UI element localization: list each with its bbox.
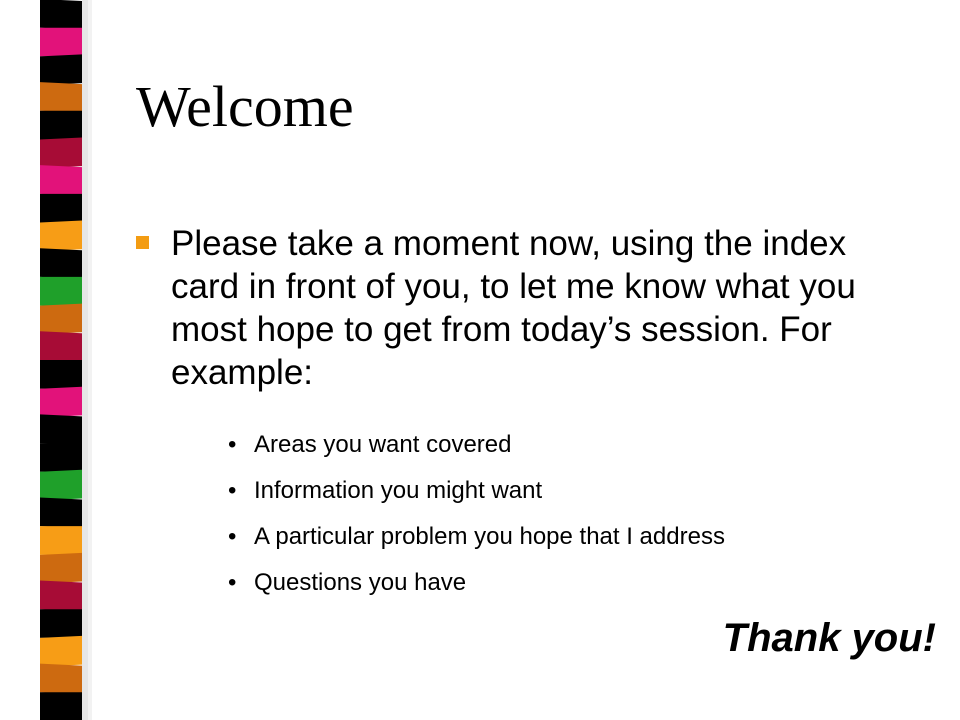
sidebar-stripe <box>40 194 82 223</box>
sidebar-stripe <box>40 111 82 140</box>
striped-sidebar-decoration <box>0 0 108 720</box>
sidebar-stripe <box>40 28 82 57</box>
sidebar-stripe <box>40 636 82 667</box>
sidebar-stripe <box>40 137 82 168</box>
sidebar-stripe <box>40 387 82 418</box>
slide-title: Welcome <box>136 74 354 139</box>
bullet-dot-icon: • <box>228 569 237 596</box>
main-bullet-text: Please take a moment now, using the index card in front of you, to let me know what you most hope to get from today’s session. For example: <box>171 224 856 392</box>
sidebar-stripe <box>40 470 82 501</box>
sidebar-stripe <box>40 165 82 196</box>
square-bullet-icon <box>136 236 149 249</box>
sub-bullet-label: Areas you want covered <box>254 431 512 458</box>
sidebar-stripe <box>40 331 82 362</box>
thank-you-text: Thank you! <box>722 616 936 660</box>
sidebar-stripe <box>40 609 82 638</box>
sidebar-stripe <box>40 664 82 695</box>
sidebar-stripe <box>40 692 82 720</box>
bullet-dot-icon: • <box>228 477 237 504</box>
bullet-dot-icon: • <box>228 431 237 458</box>
sidebar-stripe <box>40 221 82 252</box>
sidebar-stripe <box>40 82 82 113</box>
sidebar-stripe <box>40 248 82 279</box>
sub-bullet-label: Questions you have <box>254 569 467 596</box>
striped-sidebar-graphic <box>0 0 108 720</box>
sidebar-stripe <box>40 54 82 85</box>
sidebar-stripe <box>40 497 82 528</box>
sidebar-stripe <box>40 553 82 584</box>
sub-bullet-label: A particular problem you hope that I address <box>254 523 725 550</box>
bullet-dot-icon: • <box>228 523 237 550</box>
sidebar-stripe <box>40 414 82 445</box>
sub-bullet-label: Information you might want <box>254 477 543 504</box>
sidebar-stripe <box>40 0 82 30</box>
sidebar-stripe <box>40 360 82 389</box>
sidebar-stripe <box>40 304 82 335</box>
sidebar-stripe <box>40 277 82 306</box>
sidebar-stripe <box>40 443 82 472</box>
sidebar-stripe <box>40 581 82 612</box>
sidebar-stripe <box>40 526 82 555</box>
